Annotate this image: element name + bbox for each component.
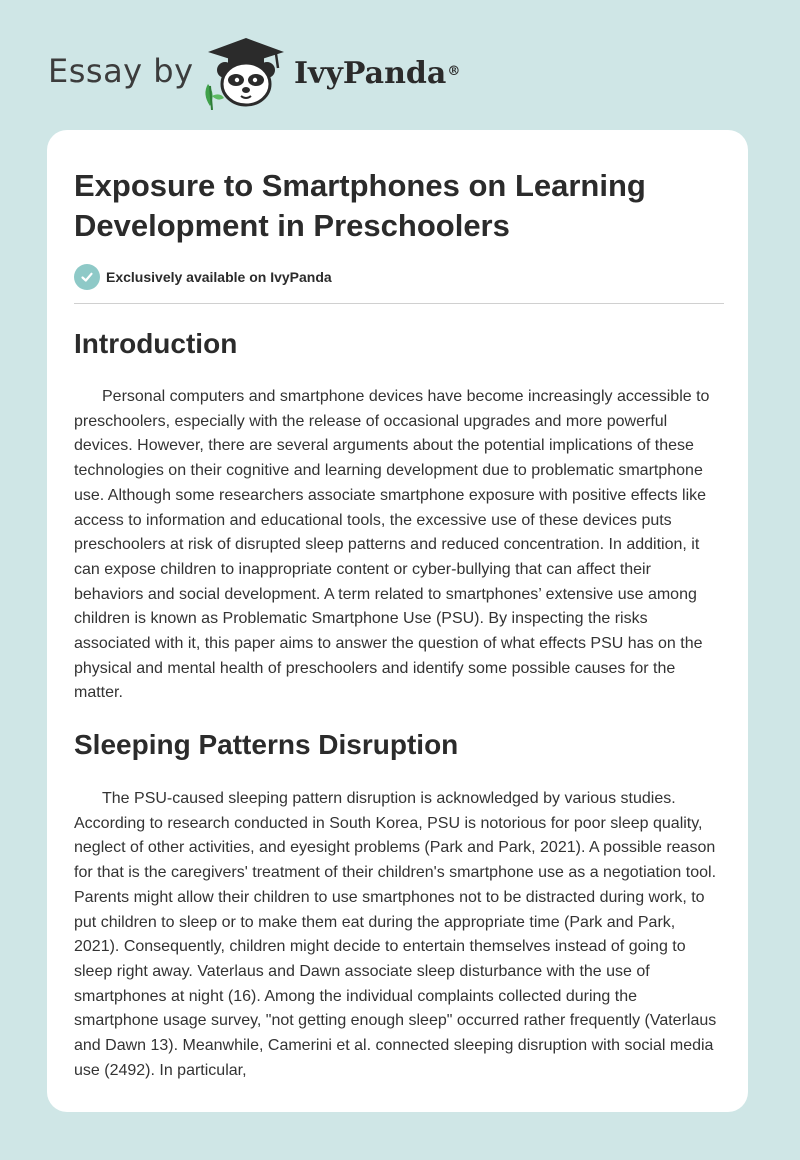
- brand-text: IvyPanda: [294, 56, 447, 91]
- section-heading-sleeping-patterns: Sleeping Patterns Disruption: [74, 729, 459, 760]
- section-paragraph-introduction: Personal computers and smartphone devices have become increasingly accessible to preschoolers, especially with the release of occasional upgrades and more powerful devices. However, there are several arguments about the potential implications of these technologies on their cognitive and learning development due to problematic smartphone use. Although some researchers associate smartphone exposure with positive effects like access to information and educational tools, the excessive use of these devices puts preschoolers at risk of disrupted sleep patterns and reduced concentration. In addition, it can expose children to inappropriate content or cyber-bullying that can affect their behaviors and social development. A term related to smartphones’ extensive use among children is known as Problematic Smartphone Use (PSU). By inspecting the risks associated with it, this paper aims to answer the question of what effects PSU has on the physical and mental health of preschoolers and identify some possible causes for the matter.: [74, 388, 710, 702]
- essay-by-label: Essay by: [48, 52, 194, 90]
- exclusive-badge-text: Exclusively available on IvyPanda: [106, 269, 332, 285]
- article-title: Exposure to Smartphones on Learning Development in Preschoolers: [74, 168, 646, 243]
- title-divider: [74, 303, 724, 304]
- exclusive-badge: [74, 264, 332, 290]
- site-header: [0, 0, 800, 128]
- panda-graduate-icon[interactable]: [198, 34, 294, 110]
- brand-name[interactable]: [294, 56, 460, 92]
- section-heading-introduction: Introduction: [74, 328, 238, 359]
- check-icon: [74, 264, 100, 290]
- section-paragraph-sleeping-patterns: The PSU-caused sleeping pattern disruption is acknowledged by various studies. According to research conducted in South Korea, PSU is notorious for poor sleep quality, neglect of other activities, and eyesight problems (Park and Park, 2021). A possible reason for that is the caregivers' treatment of their children's smartphone use as a negotiation tool. Parents might allow their children to use smartphones not to be distracted during work, to put children to sleep or to make them eat during the appropriate time (Park and Park, 2021). Consequently, children might decide to entertain themselves instead of going to sleep right away. Vaterlaus and Dawn associate sleep disturbance with the use of smartphones at night (16). Among the individual complaints collected during the smartphone usage survey, "not getting enough sleep" occurred rather frequently (Vaterlaus and Dawn 13). Meanwhile, Camerini et al. connected sleeping disruption with social media use (2492). In particular,: [74, 790, 717, 1079]
- article-card: [47, 130, 748, 1112]
- registered-mark: ®: [447, 64, 461, 79]
